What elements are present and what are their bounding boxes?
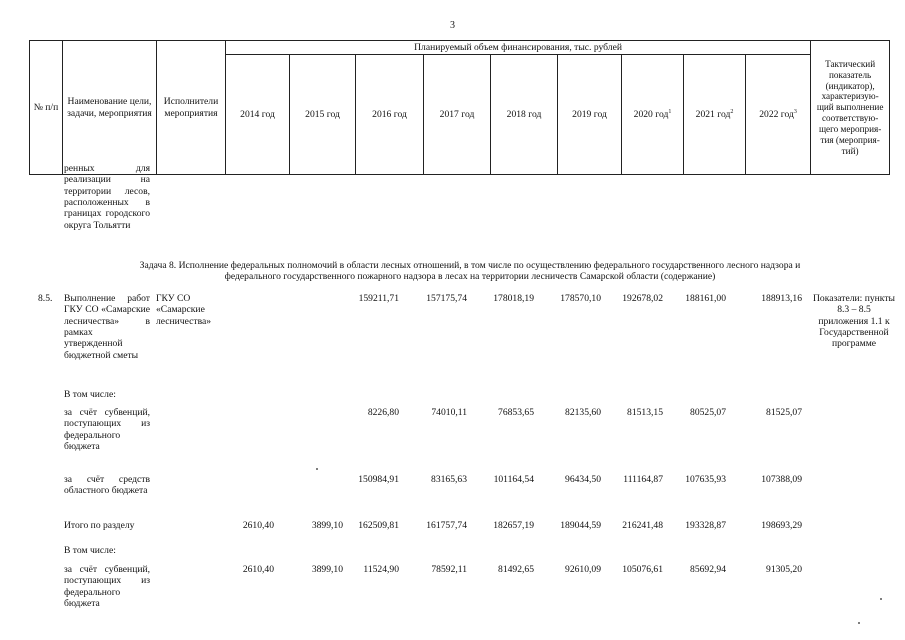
row-name: за счёт субвенций, поступающих из федерального бюджета [64,407,150,452]
header-year: 2017 год [424,55,491,175]
value-2018: 178018,19 [493,293,534,304]
task-title: Задача 8. Исполнение федеральных полномочий в области лесных отношений, в том числе по осуществлению федерального государственного лесного надзора и федерального государственного пожарного надзора в лесах на территории лесничеств Самарской области (содержание) [139,260,801,283]
header-year: 2014 год [226,55,290,175]
value-2019: 82135,60 [565,407,601,418]
value-2017: 161757,74 [426,520,467,531]
value-2014: 2610,40 [242,564,274,575]
value-2016: 11524,90 [363,564,399,575]
value-2018: 182657,19 [493,520,534,531]
value-2022: 107388,09 [761,474,802,485]
header-indicator: Тактический показатель (индикатор), характеризую-щий выполнение соответствую-щего мероприя-тия (мероприя-тий) [811,41,890,175]
scan-speck [880,598,882,600]
page-number: 3 [450,20,455,31]
table-header [29,40,890,175]
scan-speck [858,622,860,624]
header-executor: Исполнители мероприятия [157,41,226,175]
header-year: 2016 год [356,55,424,175]
value-2018: 101164,54 [493,474,534,485]
value-2020: 111164,87 [623,474,663,485]
value-2021: 107635,93 [685,474,726,485]
including-label: В том числе: [64,389,116,400]
header-funding: Планируемый объем финансирования, тыс. рублей [226,41,811,55]
value-2022: 188913,16 [761,293,802,304]
value-2022: 91305,20 [766,564,802,575]
value-2017: 78592,11 [431,564,467,575]
value-2016: 8226,80 [367,407,399,418]
row-name: за счёт субвенций, поступающих из федерального бюджета [64,564,150,609]
value-2017: 157175,74 [426,293,467,304]
header-year: 2015 год [290,55,356,175]
row-name: Выполнение работ ГКУ СО «Самарские лесничества» в рамках утвержденной бюджетной сметы [64,293,150,361]
row-name: Итого по разделу [64,520,135,531]
value-2015: 3899,10 [311,564,343,575]
value-2020: 105076,61 [622,564,663,575]
including-label: В том числе: [64,545,116,556]
row-executor: ГКУ СО «Самарские лесничества» [156,293,212,327]
value-2016: 162509,81 [358,520,399,531]
value-2019: 92610,09 [565,564,601,575]
value-2021: 193328,87 [685,520,726,531]
value-2017: 83165,63 [431,474,467,485]
value-2020: 81513,15 [627,407,663,418]
value-2015: 3899,10 [311,520,343,531]
value-2019: 178570,10 [560,293,601,304]
value-2022: 198693,29 [761,520,802,531]
row-name: за счёт средств областного бюджета [64,474,150,497]
header-year: 2020 год$^1$ [622,55,684,175]
value-2016: 159211,71 [358,293,399,304]
value-2018: 81492,65 [498,564,534,575]
value-2016: 150984,91 [358,474,399,485]
value-2020: 192678,02 [622,293,663,304]
header-year: 2022 год$^3$ [746,55,811,175]
value-2021: 80525,07 [690,407,726,418]
header-year: 2021 год$^2$ [684,55,746,175]
value-2019: 189044,59 [560,520,601,531]
value-2017: 74010,11 [431,407,467,418]
value-2022: 81525,07 [766,407,802,418]
continued-text: ренных для реализации на территории лесов, расположенных в границах городского округа Тольятти [64,163,150,231]
value-2020: 216241,48 [622,520,663,531]
value-2021: 85692,94 [690,564,726,575]
value-2018: 76853,65 [498,407,534,418]
row-number: 8.5. [38,293,53,304]
header-year: 2019 год [558,55,622,175]
value-2014: 2610,40 [242,520,274,531]
header-num: № п/п [30,41,63,175]
value-2021: 188161,00 [685,293,726,304]
row-indicator: Показатели: пункты 8.3 – 8.5 приложения 1.1 к Государственной программе [813,293,895,350]
header-year: 2018 год [491,55,558,175]
header-name: Наименование цели, задачи, мероприятия [63,41,157,175]
value-2019: 96434,50 [565,474,601,485]
scan-speck [316,468,318,470]
